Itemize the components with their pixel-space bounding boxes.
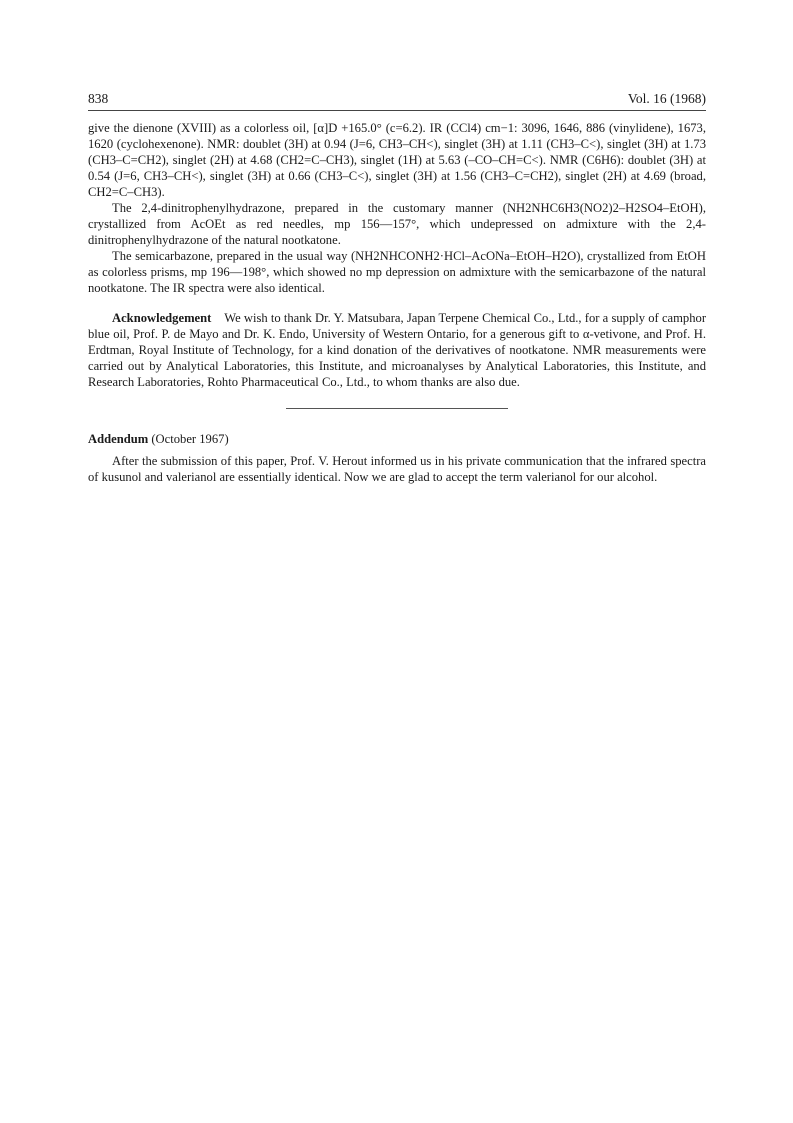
page-number: 838 [88,91,109,106]
addendum-heading: Addendum [88,432,149,446]
running-header [88,88,706,111]
addendum-title [88,431,706,447]
acknowledgement-heading: Acknowledgement [112,311,212,325]
paragraph-dienone-nmr: give the dienone (XVIII) as a colorless oil, [α]D +165.0° (c=6.2). IR (CCl4) cm−1: 3096, 1646, 886 (vinylidene), 1673, 1620 (cyclohexenone). NMR: doublet (3H) at 0.94 (J=6, CH3–CH<), singlet (3H) at 1.11 (CH3–C<), singlet (3H) at 1.73 (CH3–C=CH2), singlet (2H) at 4.68 (CH2=C–CH3), singlet (1H) at 5.63 (–CO–CH=C<). NMR (C6H6): doublet (3H) at 0.54 (J=6, CH3–CH<), singlet (3H) at 0.66 (CH3–C<), singlet (3H) at 1.56 (CH3–C=CH2), singlet (2H) at 4.69 (broad, CH2=C–CH3). [88,121,706,199]
addendum-date: (October 1967) [151,432,229,446]
section-divider [286,408,508,409]
volume-info: Vol. 16 (1968) [627,91,706,106]
paragraph-semicarbazone: The semicarbazone, prepared in the usual way (NH2NHCONH2·HCl–AcONa–EtOH–H2O), crystallized from EtOH as colorless prisms, mp 196—198°, which showed no mp depression on admixture with the semicarbazone of the natural nootkatone. The IR spectra were also identical. [88,249,706,295]
acknowledgement-paragraph [88,310,706,390]
acknowledgement-text: We wish to thank Dr. Y. Matsubara, Japan Terpene Chemical Co., Ltd., for a supply of camphor blue oil, Prof. P. de Mayo and Dr. K. Endo, University of Western Ontario, for a generous gift to α-vetivone, and Prof. H. Erdtman, Royal Institute of Technology, for a kind donation of the derivatives of nootkatone. NMR measurements were carried out by Analytical Laboratories, this Institute, and microanalyses by Analytical Laboratories, this Institute, and Research Laboratories, Rohto Pharmaceutical Co., Ltd., to whom thanks are also due. [88,311,707,389]
paragraph-dinitrophenylhydrazone: The 2,4-dinitrophenylhydrazone, prepared in the customary manner (NH2NHC6H3(NO2)2–H2SO4–EtOH), crystallized from AcOEt as red needles, mp 156—157°, which undepressed on admixture with the 2,4-dinitrophenylhydrazone of the natural nootkatone. [88,201,706,247]
addendum-body: After the submission of this paper, Prof. V. Herout informed us in his private communication that the infrared spectra of kusunol and valerianol are essentially identical. Now we are glad to accept the term valerianol for our alcohol. [88,454,706,484]
article-body [88,120,706,485]
